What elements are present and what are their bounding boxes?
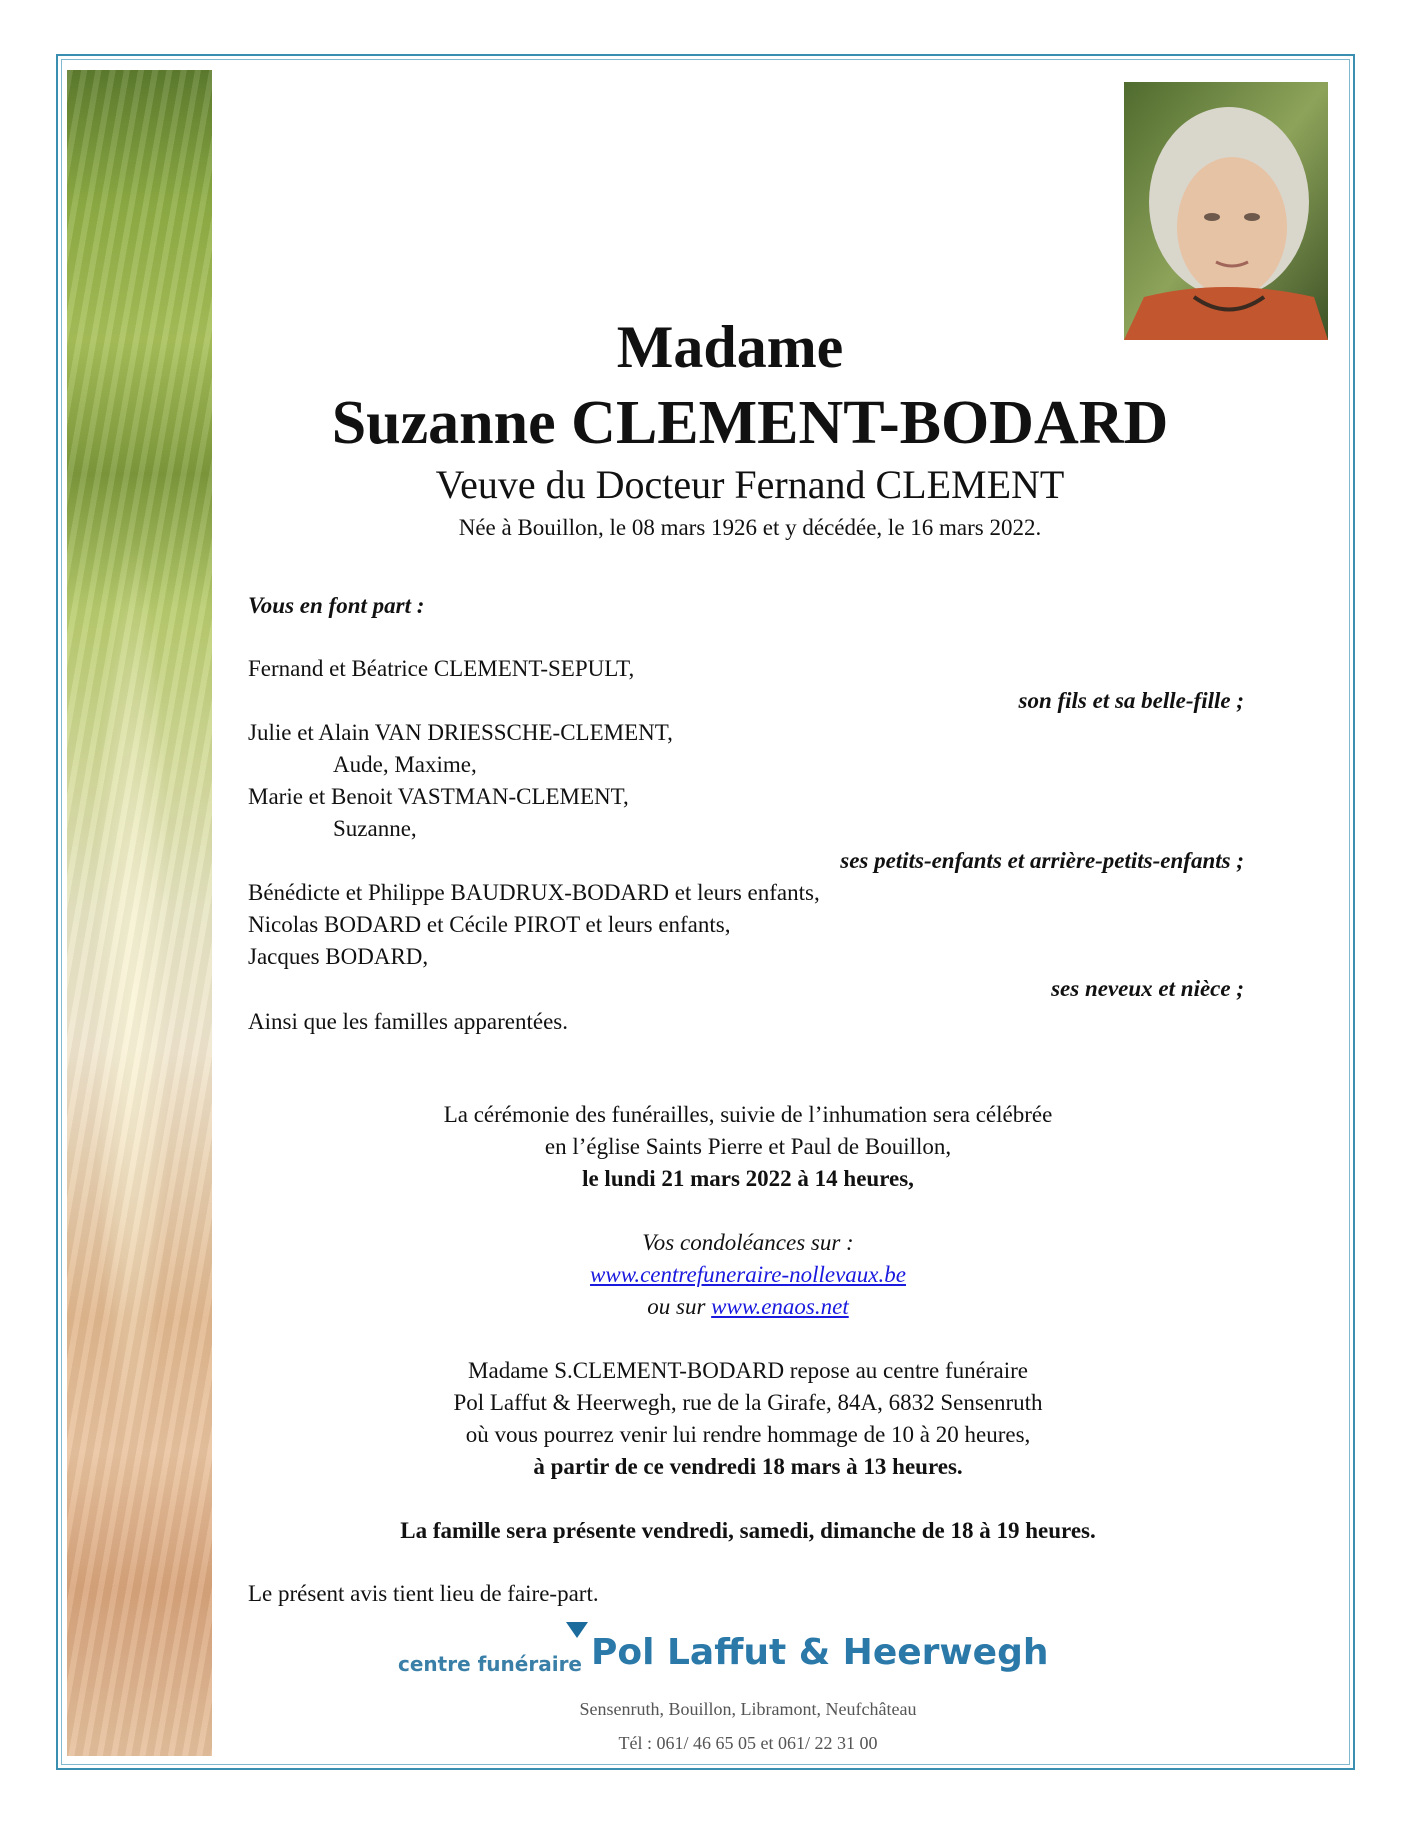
family-line-3-children: Suzanne, [333,816,417,841]
closing-line: Le présent avis tient lieu de faire-part. [248,1581,599,1606]
logo-triangle-icon [566,1622,588,1638]
widow-of-line: Veuve du Docteur Fernand CLEMENT [435,462,1065,507]
condolences-or: ou sur [647,1294,706,1319]
condolences-url-2-line [248,1291,1248,1323]
portrait-photo-graphic [1124,82,1328,340]
deceased-name: Suzanne CLEMENT-BODARD [331,389,1169,457]
family-presence: La famille sera présente vendredi, samedi, dimanche de 18 à 19 heures. [400,1518,1096,1543]
logo-phone: Tél : 061/ 46 65 05 et 061/ 22 31 00 [618,1733,878,1753]
rest-line-2: Pol Laffut & Heerwegh, rue de la Girafe, 84A, 6832 Sensenruth [453,1390,1043,1415]
funeral-home-logo [398,1622,1049,1684]
portrait-photo [1124,82,1328,340]
rest-line-4: à partir de ce vendredi 18 mars à 13 heures. [533,1454,963,1479]
condolences-label: Vos condoléances sur : [642,1230,854,1255]
condolences-link-1[interactable]: www.centrefuneraire-nollevaux.be [590,1262,906,1287]
family-line-3: Marie et Benoit VASTMAN-CLEMENT, [248,784,629,809]
announce-heading: Vous en font part : [248,593,425,618]
family-line-2: Julie et Alain VAN DRIESSCHE-CLEMENT, [248,720,673,745]
family-line-7: Ainsi que les familles apparentées. [248,1009,568,1034]
condolences-link-2[interactable]: www.enaos.net [711,1294,849,1319]
family-line-6: Jacques BODARD, [248,944,429,969]
ceremony-line-1: La cérémonie des funérailles, suivie de l’inhumation sera célébrée [443,1102,1053,1127]
ceremony-line-2: en l’église Saints Pierre et Paul de Bouillon, [544,1134,952,1159]
family-line-1: Fernand et Béatrice CLEMENT-SEPULT, [248,656,635,681]
logo-small-text: centre funéraire [398,1652,582,1676]
rest-line-1: Madame S.CLEMENT-BODARD repose au centre funéraire [468,1358,1028,1383]
forest-path-banner-image [67,70,212,1756]
logo-big-text: Pol Laffut & Heerwegh [591,1632,1049,1673]
birth-death-line: Née à Bouillon, le 08 mars 1926 et y décédée, le 16 mars 2022. [458,515,1042,540]
logo-locations: Sensenruth, Bouillon, Libramont, Neufchâteau [579,1699,917,1719]
condolences-url-1-line [248,1259,1248,1291]
family-line-2-children: Aude, Maxime, [333,752,477,777]
family-line-4: Bénédicte et Philippe BAUDRUX-BODARD et leurs enfants, [248,880,820,905]
title-madame: Madame [616,314,844,380]
family-line-5: Nicolas BODARD et Cécile PIROT et leurs enfants, [248,912,731,937]
relation-son: son fils et sa belle-fille ; [1018,688,1244,713]
relation-grandchildren: ses petits-enfants et arrière-petits-enfants ; [840,848,1244,873]
ceremony-date: le lundi 21 mars 2022 à 14 heures, [582,1166,914,1191]
rest-line-3: où vous pourrez venir lui rendre hommage de 10 à 20 heures, [465,1422,1031,1447]
relation-nephews: ses neveux et nièce ; [1051,976,1244,1001]
